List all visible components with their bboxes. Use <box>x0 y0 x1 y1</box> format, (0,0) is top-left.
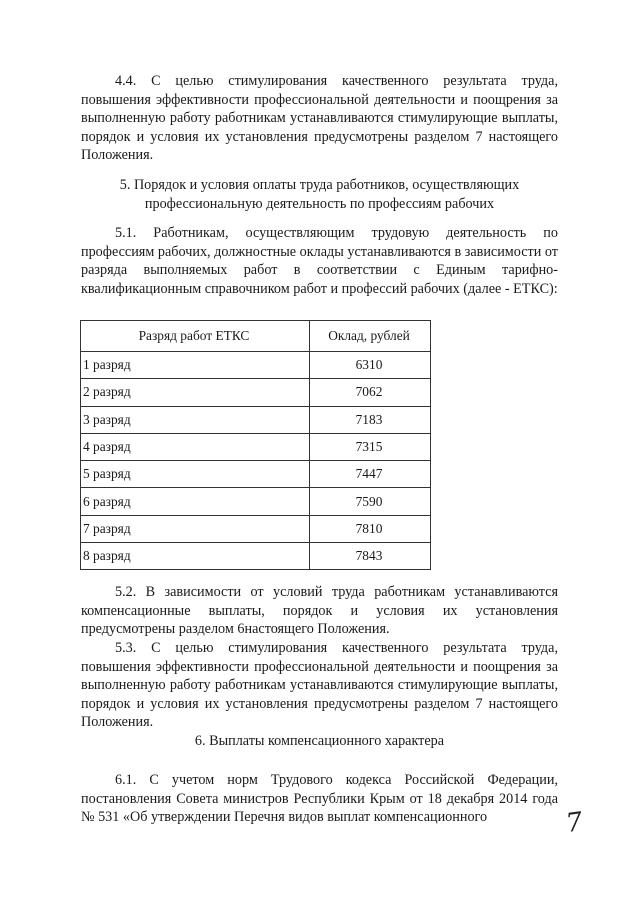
header-salary: Оклад, рублей <box>310 321 431 352</box>
grade-cell: 7 разряд <box>81 515 310 542</box>
salary-cell: 7590 <box>310 488 431 515</box>
grade-cell: 2 разряд <box>81 379 310 406</box>
grade-cell: 3 разряд <box>81 406 310 433</box>
paragraph-6-1: 6.1. С учетом норм Трудового кодекса Российской Федерации, постановления Совета министров Республики Крым от 18 декабря 2014 года № 531 «Об утверждении Перечня видов выплат компенсационного <box>81 772 558 826</box>
paragraph-5-2: 5.2. В зависимости от условий труда работникам устанавливаются компенсационные выплаты, порядок и условия их установления предусмотрены разделом 6настоящего Положения. <box>81 584 558 638</box>
salary-cell: 7183 <box>310 406 431 433</box>
paragraph-4-4: 4.4. С целью стимулирования качественного результата труда, повышения эффективности профессиональной деятельности и поощрения за выполненную работу работникам устанавливаются стимулирующие выплаты, порядок и условия их установления предусмотрены разделом 7 настоящего Положения. <box>81 73 558 164</box>
paragraph-5-1: 5.1. Работникам, осуществляющим трудовую деятельность по профессиям рабочих, должностные оклады устанавливаются в зависимости от разряда выполняемых работ в соответствии с Единым тарифно-квалификационным справочником работ и профессий рабочих (далее - ЕТКС): <box>81 225 558 297</box>
page-number: 7 <box>563 806 585 840</box>
table-row <box>81 488 431 515</box>
salary-cell: 7062 <box>310 379 431 406</box>
paragraph-5-3: 5.3. С целью стимулирования качественного результата труда, повышения эффективности профессиональной деятельности и поощрения за выполненную работу работникам устанавливаются стимулирующие выплаты, порядок и условия их установления предусмотрены разделом 7 настоящего Положения. <box>81 640 558 731</box>
grade-cell: 4 разряд <box>81 433 310 460</box>
table-row <box>81 406 431 433</box>
table-header-row <box>81 321 431 352</box>
table-row <box>81 352 431 379</box>
table-row <box>81 543 431 570</box>
table-row <box>81 515 431 542</box>
salary-cell: 7315 <box>310 433 431 460</box>
table-row <box>81 379 431 406</box>
header-grade: Разряд работ ЕТКС <box>81 321 310 352</box>
grade-cell: 5 разряд <box>81 461 310 488</box>
table-row <box>81 461 431 488</box>
salary-cell: 7447 <box>310 461 431 488</box>
grade-cell: 1 разряд <box>81 352 310 379</box>
grade-cell: 8 разряд <box>81 543 310 570</box>
salary-cell: 7843 <box>310 543 431 570</box>
section-6-heading: 6. Выплаты компенсационного характера <box>194 733 445 749</box>
salary-cell: 7810 <box>310 515 431 542</box>
section-5-heading-line-2: профессиональную деятельность по профессиям рабочих <box>144 195 495 212</box>
section-5-heading <box>81 176 558 213</box>
grade-cell: 6 разряд <box>81 488 310 515</box>
salary-cell: 6310 <box>310 352 431 379</box>
section-5-heading-line-1: 5. Порядок и условия оплаты труда работников, осуществляющих <box>119 177 520 193</box>
table-row <box>81 433 431 460</box>
etks-salary-table <box>80 320 431 570</box>
